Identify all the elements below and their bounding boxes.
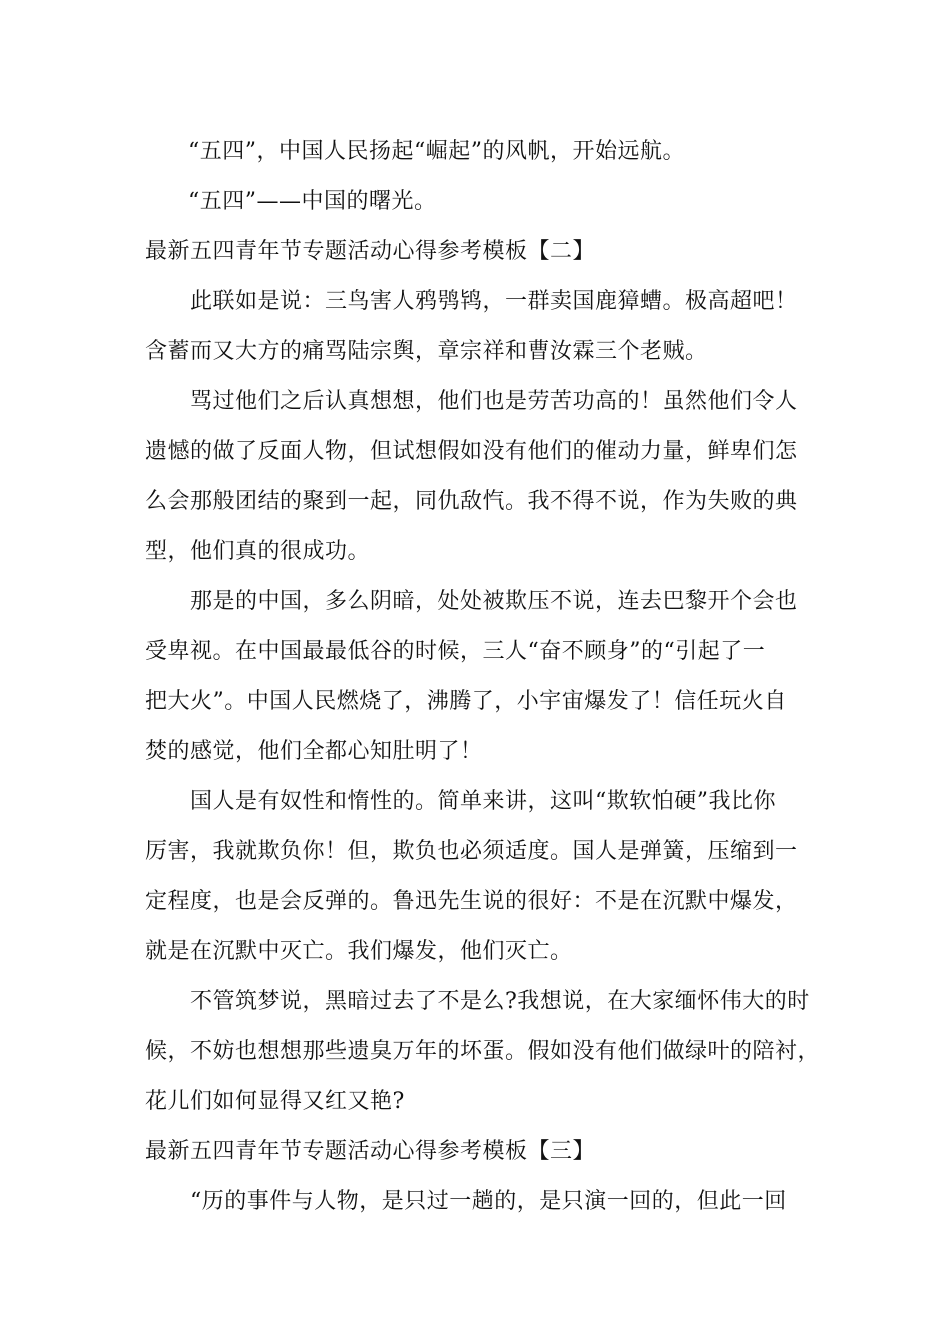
paragraph-line: 遗憾的做了反面人物，但试想假如没有他们的催动力量，鲜卑们怎 — [145, 439, 798, 464]
section-heading: 最新五四青年节专题活动心得参考模板【三】 — [145, 1139, 596, 1164]
paragraph-line: 不管筑梦说，黑暗过去了不是么?我想说，在大家缅怀伟大的时 — [190, 989, 810, 1014]
paragraph-line: 焚的感觉，他们全都心知肚明了！ — [145, 739, 483, 764]
paragraph-line: 骂过他们之后认真想想，他们也是劳苦功高的！虽然他们令人 — [190, 389, 798, 414]
paragraph-line: 么会那般团结的聚到一起，同仇敌忾。我不得不说，作为失败的典 — [145, 489, 798, 514]
paragraph-line: 受卑视。在中国最最低谷的时候，三人“奋不顾身”的“引起了一 — [145, 639, 766, 664]
paragraph-line: 就是在沉默中灭亡。我们爆发，他们灭亡。 — [145, 939, 573, 964]
paragraph-line: 定程度，也是会反弹的。鲁迅先生说的很好：不是在沉默中爆发， — [145, 889, 798, 914]
section-heading: 最新五四青年节专题活动心得参考模板【二】 — [145, 239, 596, 264]
paragraph-line: 厉害，我就欺负你！但，欺负也必须适度。国人是弹簧，压缩到一 — [145, 839, 798, 864]
paragraph-line: “历的事件与人物，是只过一趟的，是只演一回的，但此一回 — [190, 1189, 787, 1214]
paragraph-line: 此联如是说：三鸟害人鸦鸮鸨，一群卖国鹿獐螬。极高超吧！ — [190, 289, 798, 314]
paragraph-line: 花儿们如何显得又红又艳? — [145, 1089, 405, 1114]
paragraph-line: 候，不妨也想想那些遗臭万年的坏蛋。假如没有他们做绿叶的陪衬， — [145, 1039, 821, 1064]
paragraph-line: 型，他们真的很成功。 — [145, 539, 371, 564]
paragraph-line: 那是的中国，多么阴暗，处处被欺压不说，连去巴黎开个会也 — [190, 589, 798, 614]
paragraph-line: “五四”——中国的曙光。 — [188, 189, 437, 214]
paragraph-line: 把大火”。中国人民燃烧了，沸腾了，小宇宙爆发了！信任玩火自 — [145, 689, 787, 714]
paragraph-line: “五四”，中国人民扬起“崛起”的风帆，开始远航。 — [188, 139, 685, 164]
paragraph-line: 含蓄而又大方的痛骂陆宗舆，章宗祥和曹汝霖三个老贼。 — [145, 339, 708, 364]
paragraph-line: 国人是有奴性和惰性的。简单来讲，这叫“欺软怕硬”我比你 — [190, 789, 776, 814]
